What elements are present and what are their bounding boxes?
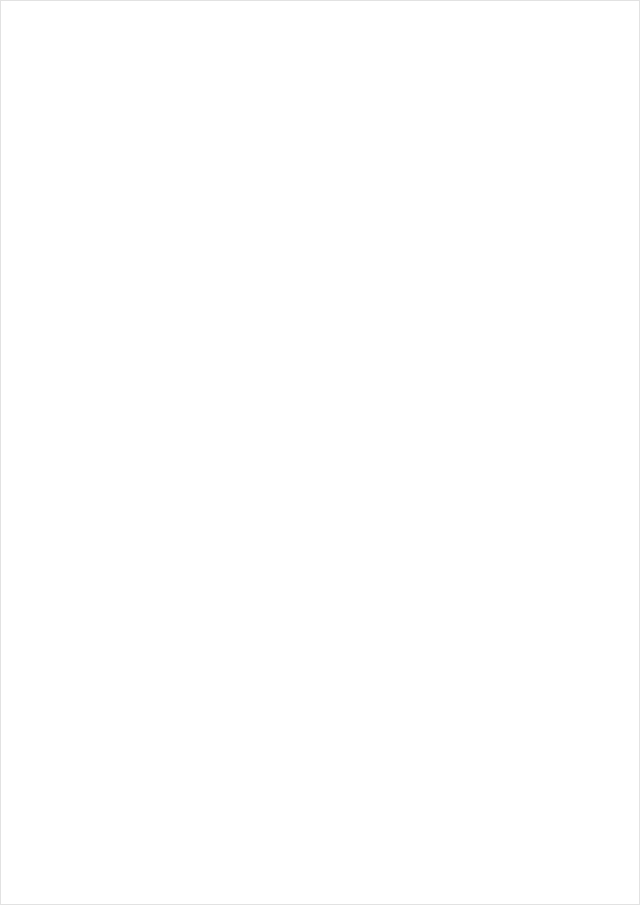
- empty-content-area: [1, 1, 639, 904]
